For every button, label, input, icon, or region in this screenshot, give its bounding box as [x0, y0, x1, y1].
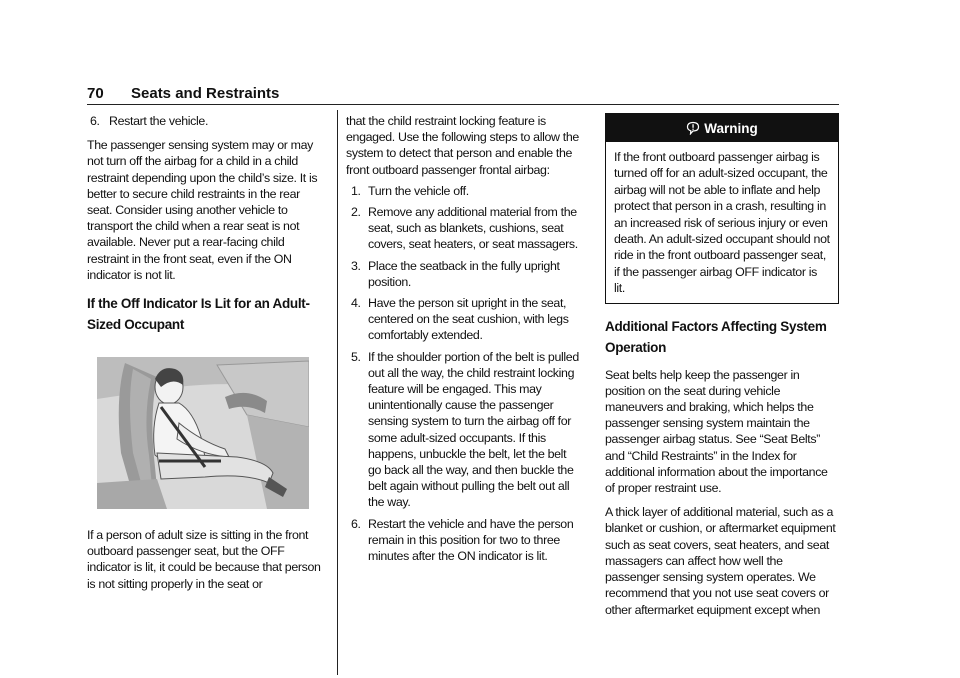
column-2 — [346, 113, 580, 564]
step-number: 5. — [351, 349, 361, 364]
column-1 — [87, 113, 323, 592]
step-number: 4. — [351, 296, 361, 311]
seated-adult-illustration — [97, 357, 309, 509]
section-heading: Additional Factors Affecting System Operation — [605, 318, 827, 355]
step-number: 2. — [351, 205, 361, 220]
page-header — [87, 85, 839, 105]
warning-icon — [686, 121, 700, 135]
step-number: 1. — [351, 183, 361, 198]
step-text: Turn the vehicle off. — [368, 183, 469, 198]
list-item — [346, 183, 580, 199]
step-text: If the shoulder portion of the belt is pulled out all the way, the child restraint locking feature will be engaged. This may unintentionally cause the passenger sensing system to turn the airbag off for some adult-sized occupants. If this happens, unbuckle the belt, let the belt go back all the way, and then buckle the belt again without pulling the belt out all the way. — [368, 349, 579, 510]
paragraph: The passenger sensing system may or may not turn off the airbag for a child in a child restraint depending upon the child’s size. It is better to secure child restraints in the rear seat. Consider using another vehicle to transport the child when a rear seat is not available. Never put a rear-facing child restraint in the front seat, even if the ON indicator is not lit. — [87, 138, 318, 282]
occupant-illustration — [97, 357, 309, 509]
list-item — [346, 295, 580, 344]
header-rule — [87, 104, 839, 105]
paragraph: If a person of adult size is sitting in the front outboard passenger seat, but the OFF indicator is lit, it could be because that person is not sitting properly in the seat or — [87, 528, 321, 591]
step-number: 6. — [351, 516, 361, 531]
step-text: Restart the vehicle and have the person remain in this position for two to three minutes after the ON indicator is lit. — [368, 516, 574, 564]
paragraph: that the child restraint locking feature is engaged. Use the following steps to allow the system to detect that person and enable the front outboard passenger frontal airbag: — [346, 114, 579, 177]
list-item — [346, 516, 580, 565]
step-number: 6. — [90, 114, 100, 128]
paragraph: A thick layer of additional material, such as a blanket or cushion, or aftermarket equipment such as seat covers, seat heaters, and seat massagers can affect how well the passenger sensing system operates. We recommend that you not use seat covers or other aftermarket equipment except when — [605, 505, 836, 617]
warning-header — [606, 114, 838, 142]
paragraph: Seat belts help keep the passenger in position on the seat during vehicle maneuvers and braking, which helps the passenger sensing system maintain the passenger airbag status. See “Seat Belts” and “Child Restraints” in the Index for additional information about the importance of proper restraint use. — [605, 367, 828, 496]
column-3 — [605, 113, 839, 618]
column-divider — [337, 110, 338, 675]
list-item — [346, 258, 580, 290]
warning-text: If the front outboard passenger airbag is turned off for an adult-sized occupant, the airbag will not be able to inflate and help protect that person in a crash, resulting in an increased risk of serious injury or even death. An adult-sized occupant should not ride in the front outboard passenger seat, if the passenger airbag OFF indicator is lit. — [614, 150, 830, 296]
step-number: 3. — [351, 258, 361, 273]
step-text: Have the person sit upright in the seat, centered on the seat cushion, with legs comfortably extended. — [368, 296, 569, 343]
step-text: Place the seatback in the fully upright position. — [368, 258, 560, 289]
list-item — [346, 204, 580, 253]
step-text: Remove any additional material from the seat, such as blankets, cushions, seat covers, seat heaters, or seat massagers. — [368, 205, 578, 252]
list-item — [87, 113, 323, 129]
list-item — [346, 349, 580, 511]
section-heading: If the Off Indicator Is Lit for an Adult-Sized Occupant — [87, 296, 310, 333]
section-title: Seats and Restraints — [131, 85, 280, 102]
warning-box — [605, 113, 839, 304]
warning-title: Warning — [704, 120, 758, 136]
page-number: 70 — [87, 85, 104, 102]
step-text: Restart the vehicle. — [109, 114, 209, 128]
